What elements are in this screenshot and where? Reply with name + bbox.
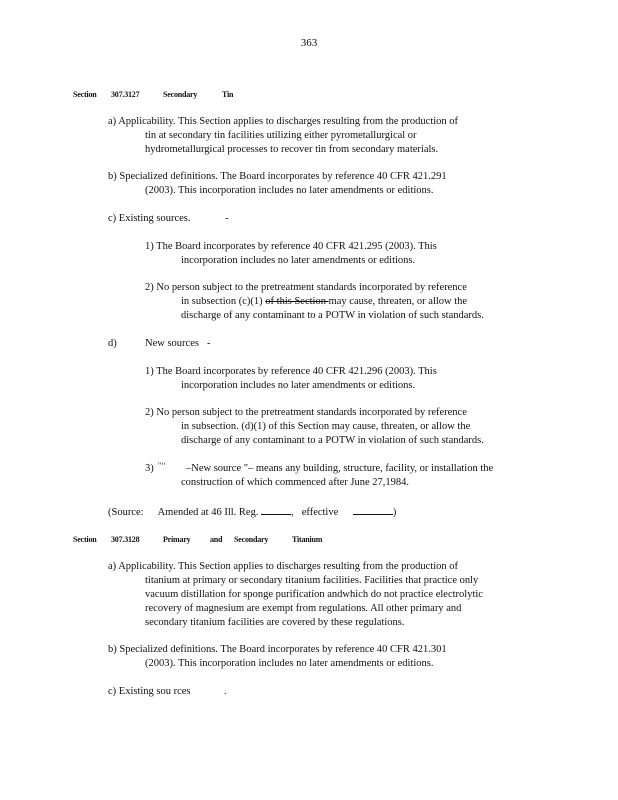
- item-c2-line: in subsection (c)(1) of this Section may cause, threaten, or allow the: [181, 296, 468, 307]
- subsection-a-line: hydrometallurgical processes to recover tin from secondary materials.: [145, 144, 439, 155]
- item-d2-line: 2) No person subject to the pretreatment standards incorporated by reference: [145, 407, 467, 418]
- struck-text: of this Section: [265, 296, 329, 307]
- subsection-c-dash: -: [225, 213, 229, 224]
- subsection-b-line: b) Specialized definitions. The Board incorporates by reference 40 CFR 421.291: [108, 171, 447, 182]
- subsection-b-line: (2003). This incorporation includes no later amendments or editions.: [145, 185, 434, 196]
- item-d2-line: in subsection. (d)(1) of this Section may cause, threaten, or allow the: [181, 421, 471, 432]
- item-c2-line: 2) No person subject to the pretreatment standards incorporated by reference: [145, 282, 467, 293]
- section-title-word: Secondary: [163, 90, 198, 99]
- subsection-b-line: b) Specialized definitions. The Board incorporates by reference 40 CFR 421.301: [108, 644, 447, 655]
- section-title-word: Primary: [163, 535, 191, 544]
- item-c1-line: 1) The Board incorporates by reference 40 CFR 421.295 (2003). This: [145, 241, 437, 252]
- effective-blank: [353, 505, 393, 515]
- subsection-a-line: secondary titanium facilities are covered by these regulations.: [145, 617, 405, 628]
- item-c1-line: incorporation includes no later amendments or editions.: [181, 255, 416, 266]
- item-d2-line: discharge of any contaminant to a POTW in violation of such standards.: [181, 435, 484, 446]
- subsection-a-line: a) Applicability. This Section applies to discharges resulting from the production of: [108, 116, 459, 127]
- register-blank: [261, 505, 291, 515]
- subsection-a-line: a) Applicability. This Section applies to discharges resulting from the production of: [108, 561, 459, 572]
- subsection-d-label: d): [108, 338, 117, 349]
- section-title-word: Titanium: [292, 535, 323, 544]
- subsection-d-title: New sources: [145, 338, 199, 349]
- item-c2-line: discharge of any contaminant to a POTW in violation of such standards.: [181, 310, 484, 321]
- section-label: Section: [73, 90, 97, 99]
- item-d3-line: –New source "– means any building, structure, facility, or installation the: [186, 463, 494, 474]
- section-number: 307.3128: [111, 535, 140, 544]
- subsection-a-line: titanium at primary or secondary titanium facilities. Facilities that practice only: [145, 575, 479, 586]
- section-number: 307.3127: [111, 90, 140, 99]
- item-d3-line: construction of which commenced after June 27,1984.: [181, 477, 410, 488]
- subsection-c-heading: c) Existing sources.: [108, 213, 191, 224]
- source-note: (Source: Amended at 46 Ill. Reg. , effective ): [108, 507, 397, 518]
- section-title-word: and: [210, 535, 223, 544]
- subsection-a-line: vacuum distillation for sponge purification andwhich do not practice electrolytic: [145, 589, 483, 600]
- subsection-d-dash: -: [207, 338, 211, 349]
- item-d3-quote: "‘‘: [158, 461, 166, 470]
- subsection-b-line: (2003). This incorporation includes no later amendments or editions.: [145, 658, 434, 669]
- subsection-a-line: recovery of magnesium are exempt from regulations. All other primary and: [145, 603, 462, 614]
- section-title-word: Tin: [222, 90, 234, 99]
- subsection-a-line: tin at secondary tin facilities utilizing either pyrometallurgical or: [145, 130, 417, 141]
- item-d1-line: 1) The Board incorporates by reference 40 CFR 421.296 (2003). This: [145, 366, 437, 377]
- subsection-c-heading: c) Existing sou rces: [108, 686, 191, 697]
- item-d1-line: incorporation includes no later amendments or editions.: [181, 380, 416, 391]
- section-title-word: Secondary: [234, 535, 269, 544]
- section-label: Section: [73, 535, 97, 544]
- item-d3-label: 3): [145, 463, 154, 474]
- page-number: 363: [300, 37, 318, 49]
- subsection-c-dot: .: [224, 686, 227, 697]
